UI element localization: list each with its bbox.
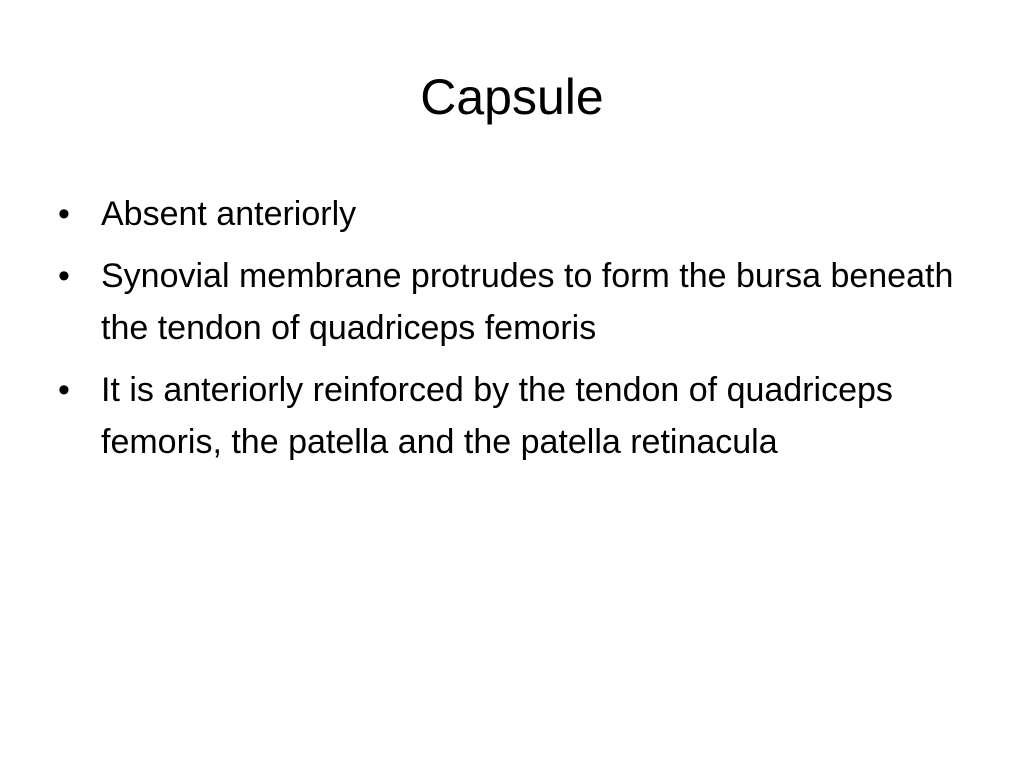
bullet-text: Absent anteriorly (101, 195, 357, 233)
bullet-marker: • (58, 195, 70, 233)
bullet-text: Synovial membrane protrudes to form the bursa beneath the tendon of quadriceps femoris (101, 257, 954, 347)
bullet-item (58, 250, 988, 354)
bullet-item (58, 188, 988, 240)
bullet-list (58, 188, 988, 478)
bullet-text: It is anteriorly reinforced by the tendon of quadriceps femoris, the patella and the patella retinacula (101, 371, 893, 461)
slide-title: Capsule (420, 69, 604, 125)
bullet-item (58, 364, 988, 468)
bullet-marker: • (58, 371, 70, 409)
bullet-marker: • (58, 257, 70, 295)
